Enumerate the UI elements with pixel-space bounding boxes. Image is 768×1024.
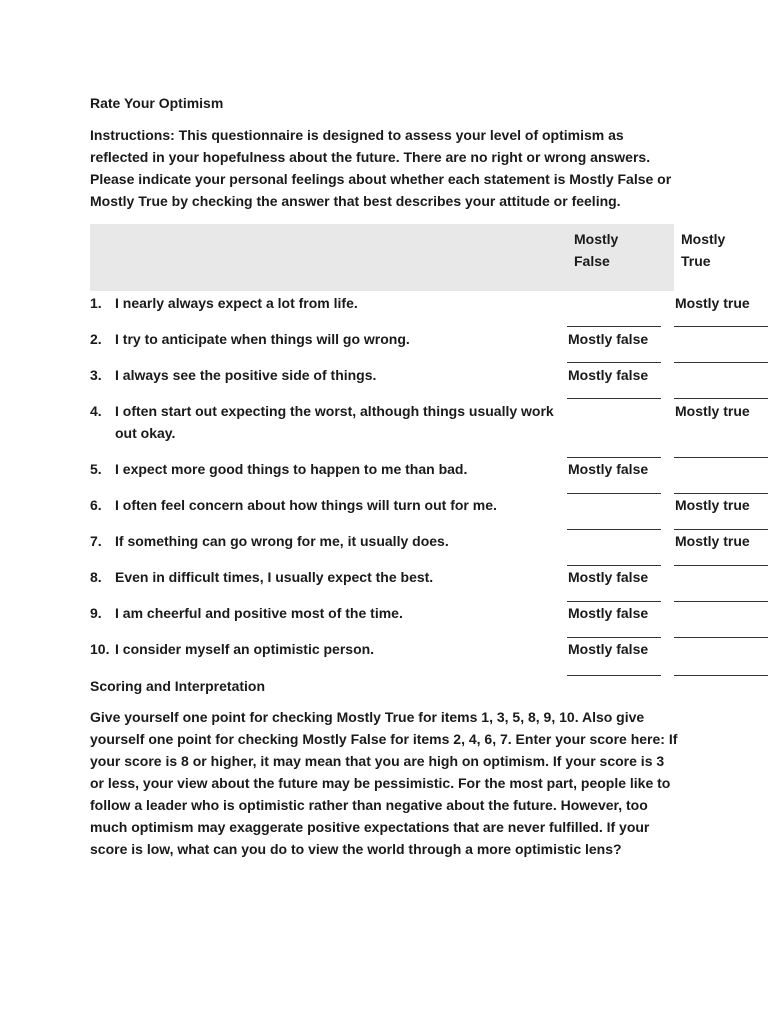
answer-line (567, 529, 661, 530)
answer-mostly-false[interactable]: Mostly false (568, 461, 649, 477)
item-number: 9. (90, 605, 102, 621)
answer-mostly-true[interactable]: Mostly true (675, 403, 750, 419)
item-statement: Even in difficult times, I usually expect the best. (115, 569, 434, 585)
item-number: 8. (90, 569, 102, 585)
item-statement: I often feel concern about how things will turn out for me. (115, 497, 497, 513)
item-statement: I consider myself an optimistic person. (115, 641, 375, 657)
answer-mostly-true[interactable]: Mostly true (675, 295, 750, 311)
answer-line (567, 637, 661, 638)
answer-mostly-false[interactable]: Mostly false (568, 641, 649, 657)
item-statement: I try to anticipate when things will go wrong. (115, 331, 410, 347)
answer-line (674, 398, 768, 399)
column-header-mostly-true: Mostly True (681, 231, 726, 269)
instructions-paragraph: Instructions: This questionnaire is designed to assess your level of optimism as reflected in your hopefulness about the future. There are no right or wrong answers. Please indicate your personal feelings about whether each statement is Mostly False or Mostly True by checking the answer that best describes your attitude or feeling. (90, 127, 672, 209)
answer-line (567, 493, 661, 494)
item-number: 10. (90, 641, 110, 657)
item-statement: I expect more good things to happen to me than bad. (115, 461, 468, 477)
answer-mostly-false[interactable]: Mostly false (568, 331, 649, 347)
scoring-paragraph: Give yourself one point for checking Mostly True for items 1, 3, 5, 8, 9, 10. Also give yourself one point for checking Mostly False for items 2, 4, 6, 7. Enter your score here: If your score is 8 or higher, it may mean that you are high on optimism. If your score is 3 or less, your view about the future may be pessimistic. For the most part, people like to follow a leader who is optimistic rather than negative about the future. However, too much optimism may exaggerate positive expectations that are never fulfilled. If your score is low, what can you do to view the world through a more optimistic lens? (90, 709, 678, 857)
item-number: 6. (90, 497, 102, 513)
answer-mostly-true[interactable]: Mostly true (675, 533, 750, 549)
answer-line (567, 362, 661, 363)
answer-line (674, 457, 768, 458)
item-statement: I am cheerful and positive most of the time. (115, 605, 403, 621)
answer-line (567, 326, 661, 327)
answer-line (674, 601, 768, 602)
scoring-heading: Scoring and Interpretation (90, 678, 266, 694)
item-number: 3. (90, 367, 102, 383)
item-number: 5. (90, 461, 102, 477)
item-number: 4. (90, 403, 102, 419)
answer-line (567, 398, 661, 399)
answer-line (567, 565, 661, 566)
answer-line (567, 601, 661, 602)
item-number: 7. (90, 533, 102, 549)
answer-line (674, 362, 768, 363)
item-number: 2. (90, 331, 102, 347)
answer-mostly-false[interactable]: Mostly false (568, 569, 649, 585)
answer-mostly-false[interactable]: Mostly false (568, 367, 649, 383)
answer-line (567, 457, 661, 458)
answer-mostly-false[interactable]: Mostly false (568, 605, 649, 621)
column-header-mostly-false: Mostly False (574, 231, 619, 269)
item-statement: If something can go wrong for me, it usually does. (115, 533, 449, 549)
item-statement: I nearly always expect a lot from life. (115, 295, 358, 311)
answer-line (674, 675, 768, 676)
answer-line (674, 637, 768, 638)
answer-line (674, 529, 768, 530)
answer-line (567, 675, 661, 676)
item-statement: I always see the positive side of things. (115, 367, 377, 383)
answer-line (674, 326, 768, 327)
item-number: 1. (90, 295, 102, 311)
item-statement: I often start out expecting the worst, although things usually work out okay. (115, 403, 554, 441)
answer-line (674, 493, 768, 494)
answer-mostly-true[interactable]: Mostly true (675, 497, 750, 513)
answer-line (674, 565, 768, 566)
page-title: Rate Your Optimism (90, 95, 224, 111)
